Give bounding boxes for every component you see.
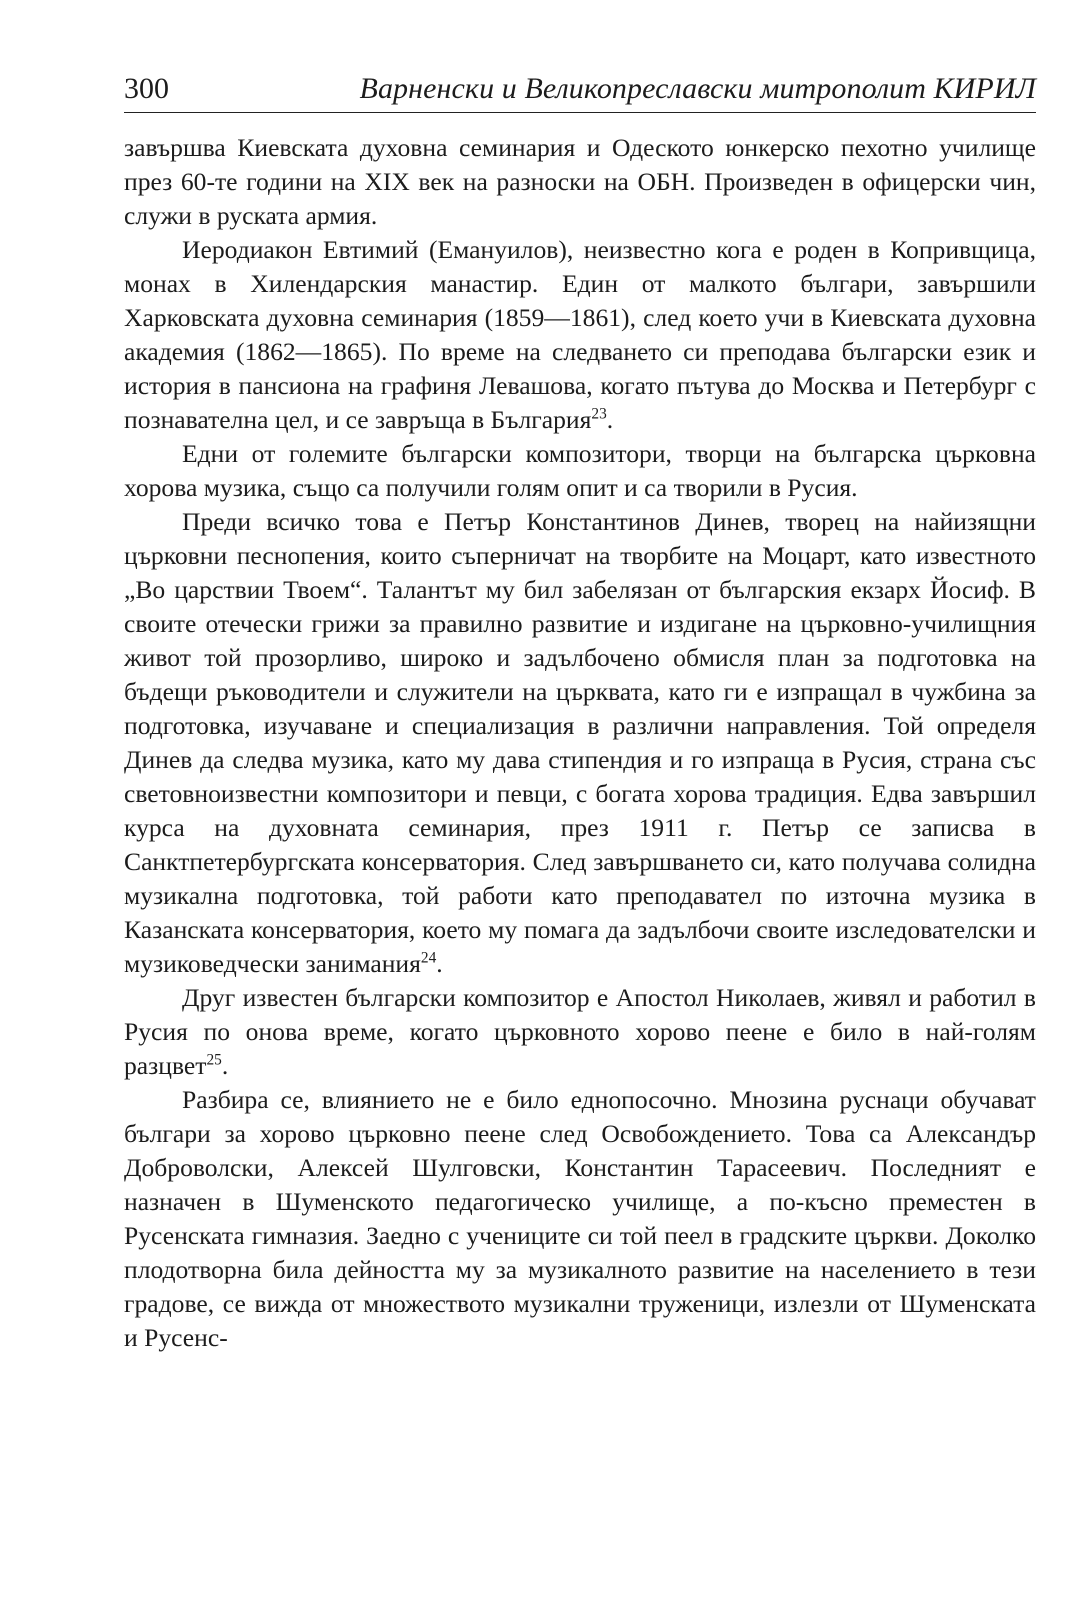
paragraph: завършва Киевската духовна семинария и Одеското юнкерско пехотно училище през 60-те години на XIX век на разноски на ОБН. Произведен в офицерски чин, служи в руската армия.	[124, 133, 1036, 230]
body-text	[124, 131, 1036, 1355]
paragraph: Иеродиакон Евтимий (Емануилов), неизвестно кога е роден в Копривщица, монах в Хилендарския манастир. Един от малкото българи, завършили Харковската духовна семинария (1859—1861), след което учи в Киевската духовна академия (1862—1865). По време на следването си преподава български език и история в пансиона на графиня Левашова, когато пътува до Москва и Петербург с познавателна цел, и се завръща в България$^{23}$.	[124, 235, 1036, 434]
footnote-ref: 23	[591, 405, 607, 423]
paragraph: Разбира се, влиянието не е било еднопосочно. Мнозина руснаци обучават българи за хорово църковно пеене след Освобождението. Това са Александър Доброволски, Алексей Шулговски, Константин Тарасеевич. Последният е назначен в Шуменското педагогическо училище, а по-късно преместен в Русенската гимназия. Заедно с учениците си той пеел в градските църкви. Доколко плодотворна била дейността му за музикалното развитие на населението в тези градове, се вижда от множеството музикални труженици, излезли от Шуменската и Русенс-	[124, 1085, 1036, 1352]
footnote-ref: 25	[206, 1051, 222, 1069]
page-header	[124, 70, 1036, 113]
paragraph: Преди всичко това е Петър Константинов Динев, творец на найизящни църковни песнопения, които съперничат на творбите на Моцарт, като известното „Во царствии Твоем“. Талантът му бил забелязан от българския екзарх Йосиф. В своите отечески грижи за правилно развитие и издигане на църковно-училищния живот той прозорливо, широко и задълбочено обмисля план за подготовка на бъдещи ръководители и служители на църквата, като ги е изпращал в чужбина за подготовка, изучаване и специализация в различни направления. Той определя Динев да следва музика, като му дава стипендия и го изпраща в Русия, страна със световноизвестни композитори и певци, с богата хорова традиция. Едва завършил курса на духовната семинария, през 1911 г. Петър се записва в Санктпетербургската консерватория. След завършването си, като получава солидна музикална подготовка, той работи като преподавател по източна музика в Казанската консерватория, което му помага да задълбочи своите изследователски и музиковедчески занимания$^{24}$.	[124, 507, 1036, 978]
paragraph: Едни от големите български композитори, творци на българска църковна хорова музика, също са получили голям опит и са творили в Русия.	[124, 439, 1036, 502]
footnote-ref: 24	[420, 949, 437, 967]
paragraph: Друг известен български композитор е Апостол Николаев, живял и работил в Русия по онова време, когато църковното хорово пеене е било в най-голям разцвет$^{25}$.	[124, 983, 1036, 1080]
book-page	[124, 70, 1036, 1355]
page-number: 300	[124, 72, 169, 105]
running-title: Варненски и Великопреславски митрополит КИРИЛ	[359, 72, 1036, 105]
